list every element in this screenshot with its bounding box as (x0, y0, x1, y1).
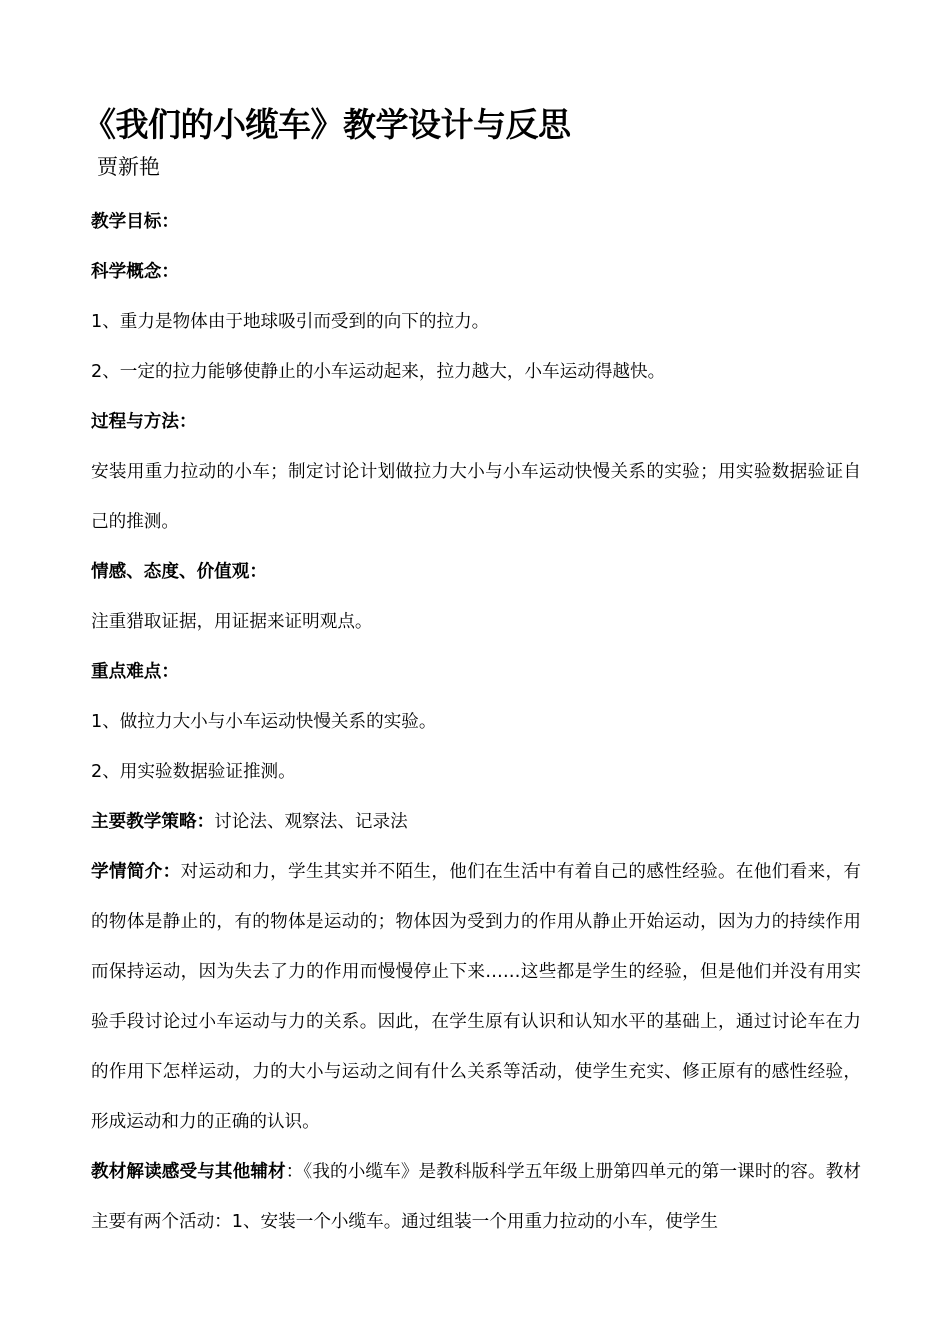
concept-item-2: 2、一定的拉力能够使静止的小车运动起来，拉力越大，小车运动得越快。 (91, 362, 666, 382)
student-situation-text: 对运动和力，学生其实并不陌生，他们在生活中有着自己的感性经验。在他们看来，有的物体是静止的，有的物体是运动的；物体因为受到力的作用从静止开始运动，因为力的持续作用而保持运动，因为失去了力的作用而慢慢停止下来……这些都是学生的经验，但是他们并没有用实验手段讨论过小车运动与力的关系。因此，在学生原有认识和认知水平的基础上，通过讨论车在力的作用下怎样运动，力的大小与运动之间有什么关系等活动，使学生充实、修正原有的感性经验，形成运动和力的正确的认识。 (91, 862, 861, 1132)
key-difficult-points-heading: 重点难点： (91, 662, 179, 682)
teaching-strategy-text: 讨论法、观察法、记录法 (214, 812, 408, 832)
material-analysis-paragraph (91, 1147, 861, 1247)
science-concepts-heading: 科学概念： (91, 262, 179, 282)
material-analysis-text: ：《我的小缆车》是教科版科学五年级上册第四单元的第一课时的容。教材主要有两个活动：1、安装一个小缆车。通过组装一个用重力拉动的小车，使学生 (91, 1162, 861, 1232)
key-point-item-1: 1、做拉力大小与小车运动快慢关系的实验。 (91, 712, 437, 732)
process-method-heading: 过程与方法： (91, 412, 197, 432)
document-title: 《我们的小缆车》教学设计与反思 (83, 105, 571, 144)
document-page (83, 100, 861, 1247)
student-situation-label: 学情简介： (91, 862, 181, 882)
teaching-strategy-label: 主要教学策略： (91, 812, 215, 832)
teaching-strategy-line (91, 797, 861, 847)
student-situation-paragraph (91, 847, 861, 1147)
material-analysis-label: 教材解读感受与其他辅材 (91, 1162, 286, 1182)
key-point-item-2: 2、用实验数据验证推测。 (91, 762, 296, 782)
process-method-paragraph: 安装用重力拉动的小车；制定讨论计划做拉力大小与小车运动快慢关系的实验；用实验数据验证自己的推测。 (91, 462, 861, 532)
emotion-attitude-heading: 情感、态度、价值观： (91, 562, 267, 582)
emotion-attitude-text: 注重猎取证据，用证据来证明观点。 (91, 612, 373, 632)
concept-item-1: 1、重力是物体由于地球吸引而受到的向下的拉力。 (91, 312, 490, 332)
author-name: 贾新艳 (97, 155, 160, 179)
teaching-goals-heading: 教学目标： (91, 212, 179, 232)
